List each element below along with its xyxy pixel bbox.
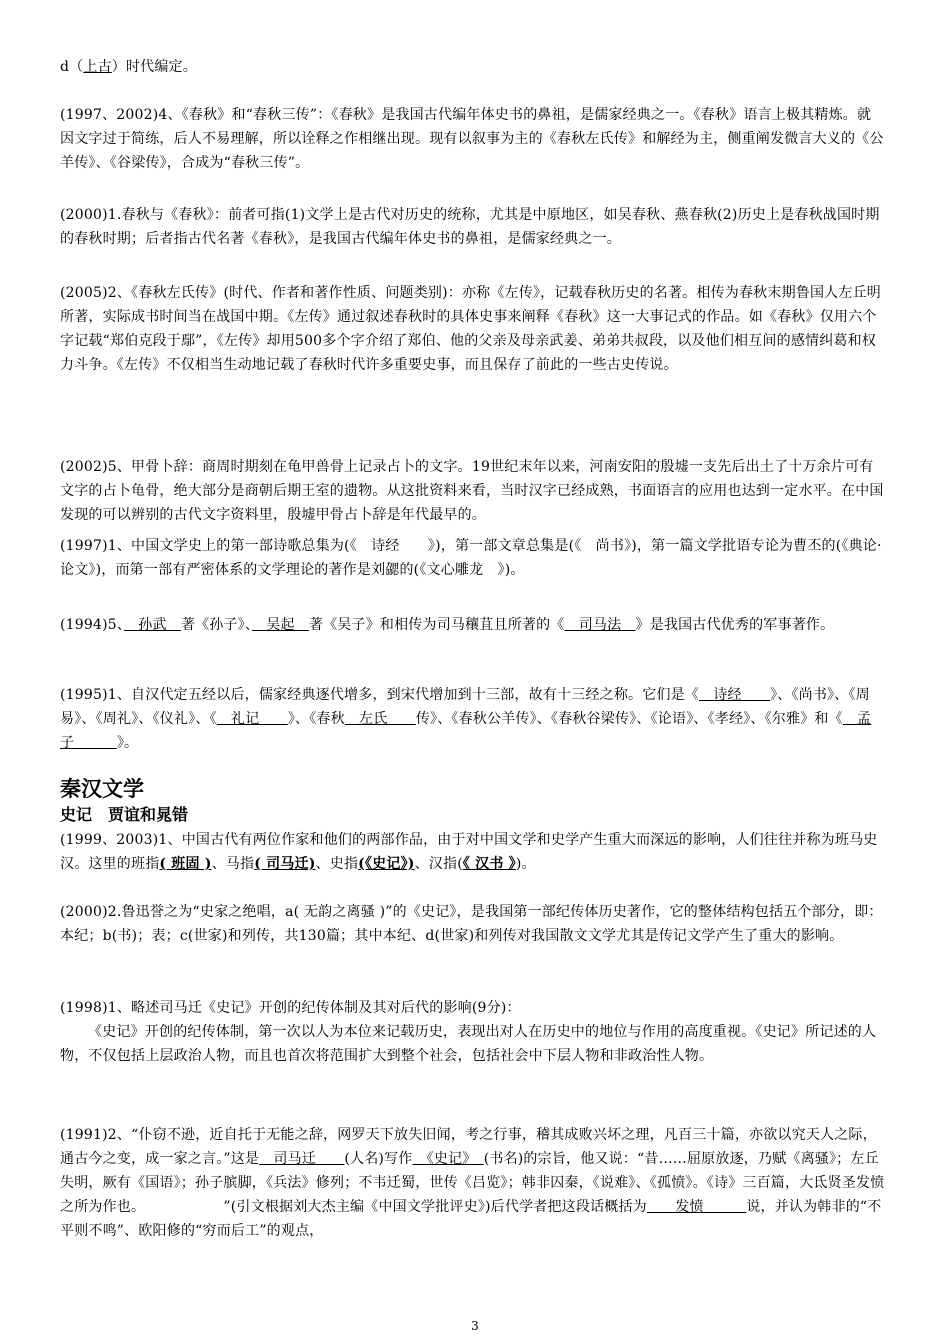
answer-blank: 《 汉书 》 <box>462 856 516 872</box>
text: (1991)2、“仆窃不逊，近自托于无能之辞，网罗天下放失旧闻，考之行事，稽其成败兴坏之理，凡百三十篇，亦欲以究天人之际，通古今之变，成一家之言。”这是 <box>60 1127 877 1167</box>
paragraph-shangshu-end <box>60 55 885 79</box>
answer-blank: 典论·论文 <box>60 538 882 578</box>
answer-blank: 吴起 <box>252 617 309 633</box>
text: (1999、2003)1、中国古代有两位作家和他们的两部作品，由于对中国文学和史学产生重大而深远的影响，人们往往并称为班马史汉。这里的班指 <box>60 832 878 872</box>
paragraph-shiji-structure: (2000)2.鲁迅誉之为“史家之绝唱，a( 无韵之离骚 )”的《史记》，是我国第一部纪传体历史著作，它的整体结构包括五个部分，即：本纪；b(书)；表；c(世家)和列传，共130篇；其中本纪、d(世家)和列传对我国散文文学尤其是传记文学产生了重大的影响。 <box>60 904 883 944</box>
answer-blank: 司马迁 <box>259 1151 345 1167</box>
text: 》是我国古代优秀的军事著作。 <box>635 617 835 633</box>
answer-blank: 《史记》 <box>412 1151 484 1167</box>
text: 》。 <box>116 735 139 751</box>
text: 著《孙子》、 <box>180 617 253 633</box>
text: 》)，而第一部有严密体系的文学理论的著作是刘勰的(《 <box>88 562 427 578</box>
answer-blank: ( 司马迁) <box>254 856 316 872</box>
answer-blank: 文心雕龙 <box>426 562 498 578</box>
answer-blank: 司马法 <box>564 617 636 633</box>
paragraph-chunqiu: (2000)1.春秋与《春秋》：前者可指(1)文学上是古代对历史的统称，尤其是中原地区，如吴春秋、燕春秋(2)历史上是春秋战国时期的春秋时期；后者指古代名著《春秋》，是我国古代编年体史书的鼻祖，是儒家经典之一。 <box>60 207 880 247</box>
answer-blank: 诗经 <box>699 687 771 703</box>
text: 》)，第一篇文学批语专论为曹丕的(《 <box>624 538 849 554</box>
paragraph-sima-qian-fafen <box>60 1123 885 1243</box>
answer-blank: 诗经 <box>356 538 428 554</box>
question-1998: (1998)1、略述司马迁《史记》开创的纪传体制及其对后代的影响(9分)： <box>60 1000 521 1016</box>
answer-blank: 礼记 <box>216 711 288 727</box>
text: )。 <box>515 856 536 872</box>
text: (1997)1、中国文学史上的第一部诗歌总集为(《 <box>60 538 357 554</box>
answer-blank: 孙武 <box>124 617 181 633</box>
text: d（ <box>60 59 84 75</box>
text: ”(引文根据刘大杰主编《中国文学批评史》)后代学者把这段话概括为 <box>223 1199 647 1215</box>
text: 传》、《春秋公羊传》、《春秋谷梁传》、《论语》、《孝经》、《尔雅》和《 <box>415 711 843 727</box>
text: (1995)1、自汉代定五经以后，儒家经典逐代增多，到宋代增加到十三部，故有十三经之称。它们是《 <box>60 687 700 703</box>
text: 》)。 <box>497 562 525 578</box>
text: 》、《尚书》、《周易》、《周礼》、《仪礼》、《 <box>60 687 870 727</box>
paragraph-jiaguburi: (2002)5、甲骨卜辞：商周时期刻在龟甲兽骨上记录占卜的文字。19世纪末年以来，河南安阳的殷墟一支先后出土了十万余片可有文字的占卜龟骨，绝大部分是商朝后期王室的遗物。从这批资料来看，当时汉字已经成熟，书面语言的应用也达到一定水平。在中国发现的可以辨别的古代文字资料里，殷墟甲骨占卜辞是年代最早的。 <box>60 459 884 523</box>
answer-1998: 《史记》开创的纪传体制，第一次以人为本位来记载历史，表现出对人在历史中的地位与作用的高度重视。《史记》所记述的人物，不仅包括上层政治人物，而且也首次将范围扩大到整个社会，包括社会中下层人物和非政治性人物。 <box>60 1024 877 1064</box>
page-number: 3 <box>471 1319 479 1333</box>
answer-blank: 上古 <box>83 59 112 75</box>
text: ）时代编定。 <box>111 59 197 75</box>
text: 著《吴子》和相传为司马穰苴且所著的《 <box>308 617 565 633</box>
text: 》、《春秋 <box>287 711 345 727</box>
text: (人名)写作 <box>344 1151 413 1167</box>
paragraph-military-works <box>60 613 885 637</box>
answer-blank: 左氏 <box>344 711 416 727</box>
answer-blank: ( 班固 ) <box>159 856 212 872</box>
answer-blank: 发愤 <box>646 1199 747 1215</box>
section-heading: 秦汉文学 <box>60 777 144 801</box>
subsection-heading: 史记 贾谊和晁错 <box>60 805 189 824</box>
paragraph-first-works <box>60 534 885 582</box>
paragraph-zuozhuan: (2005)2、《春秋左氏传》(时代、作者和著作性质、问题类别)：亦称《左传》，记载春秋历史的名著。相传为春秋末期鲁国人左丘明所著，实际成书时间当在战国中期。《左传》通过叙述春秋时的具体史事来阐释《春秋》这一大事记式的作品。如《春秋》仅用六个字记载“郑伯克段于鄢”，《左传》却用500多个字介绍了郑伯、他的父亲及母亲武姜、弟弟共叔段，以及他们相互间的感情纠葛和权力斗争。《左传》不仅相当生动地记载了春秋时代许多重要史事，而且保存了前此的一些古史传说。 <box>60 285 881 373</box>
answer-blank: (《史记》) <box>358 856 415 872</box>
paragraph-thirteen-classics <box>60 683 885 755</box>
text: (1994)5、 <box>60 617 125 633</box>
answer-blank: 孟子 <box>60 711 872 751</box>
text: (书名)的宗旨，他又说：“昔……屈原放逐，乃赋《离骚》；左丘失明，厥有《国语》；孙子膑脚，《兵法》修列；不韦迁蜀，世传《吕览》；韩非囚秦，《说难》、《孤愤》。《诗》三百篇，大氐贤圣发愤之所为作也。 <box>60 1151 885 1215</box>
answer-blank <box>138 1199 223 1215</box>
text: 说，并认为韩非的“不平则不鸣”、欧阳修的“穷而后工”的观点， <box>60 1199 882 1239</box>
answer-blank: 尚书 <box>581 538 625 554</box>
text: 》)，第一部文章总集是(《 <box>427 538 582 554</box>
paragraph-banma-shihan <box>60 828 885 876</box>
text: 、史指 <box>315 856 359 872</box>
text: 、马指 <box>211 856 255 872</box>
text: 、汉指( <box>414 856 463 872</box>
paragraph-chunqiu-sanzhuan: (1997、2002)4、《春秋》和“春秋三传”：《春秋》是我国古代编年体史书的鼻祖，是儒家经典之一。《春秋》语言上极其精炼。就因文字过于简练，后人不易理解，所以诠释之作相继出现。现有以叙事为主的《春秋左氏传》和解经为主，侧重阐发微言大义的《公羊传》、《谷梁传》，合成为“春秋三传”。 <box>60 107 884 171</box>
